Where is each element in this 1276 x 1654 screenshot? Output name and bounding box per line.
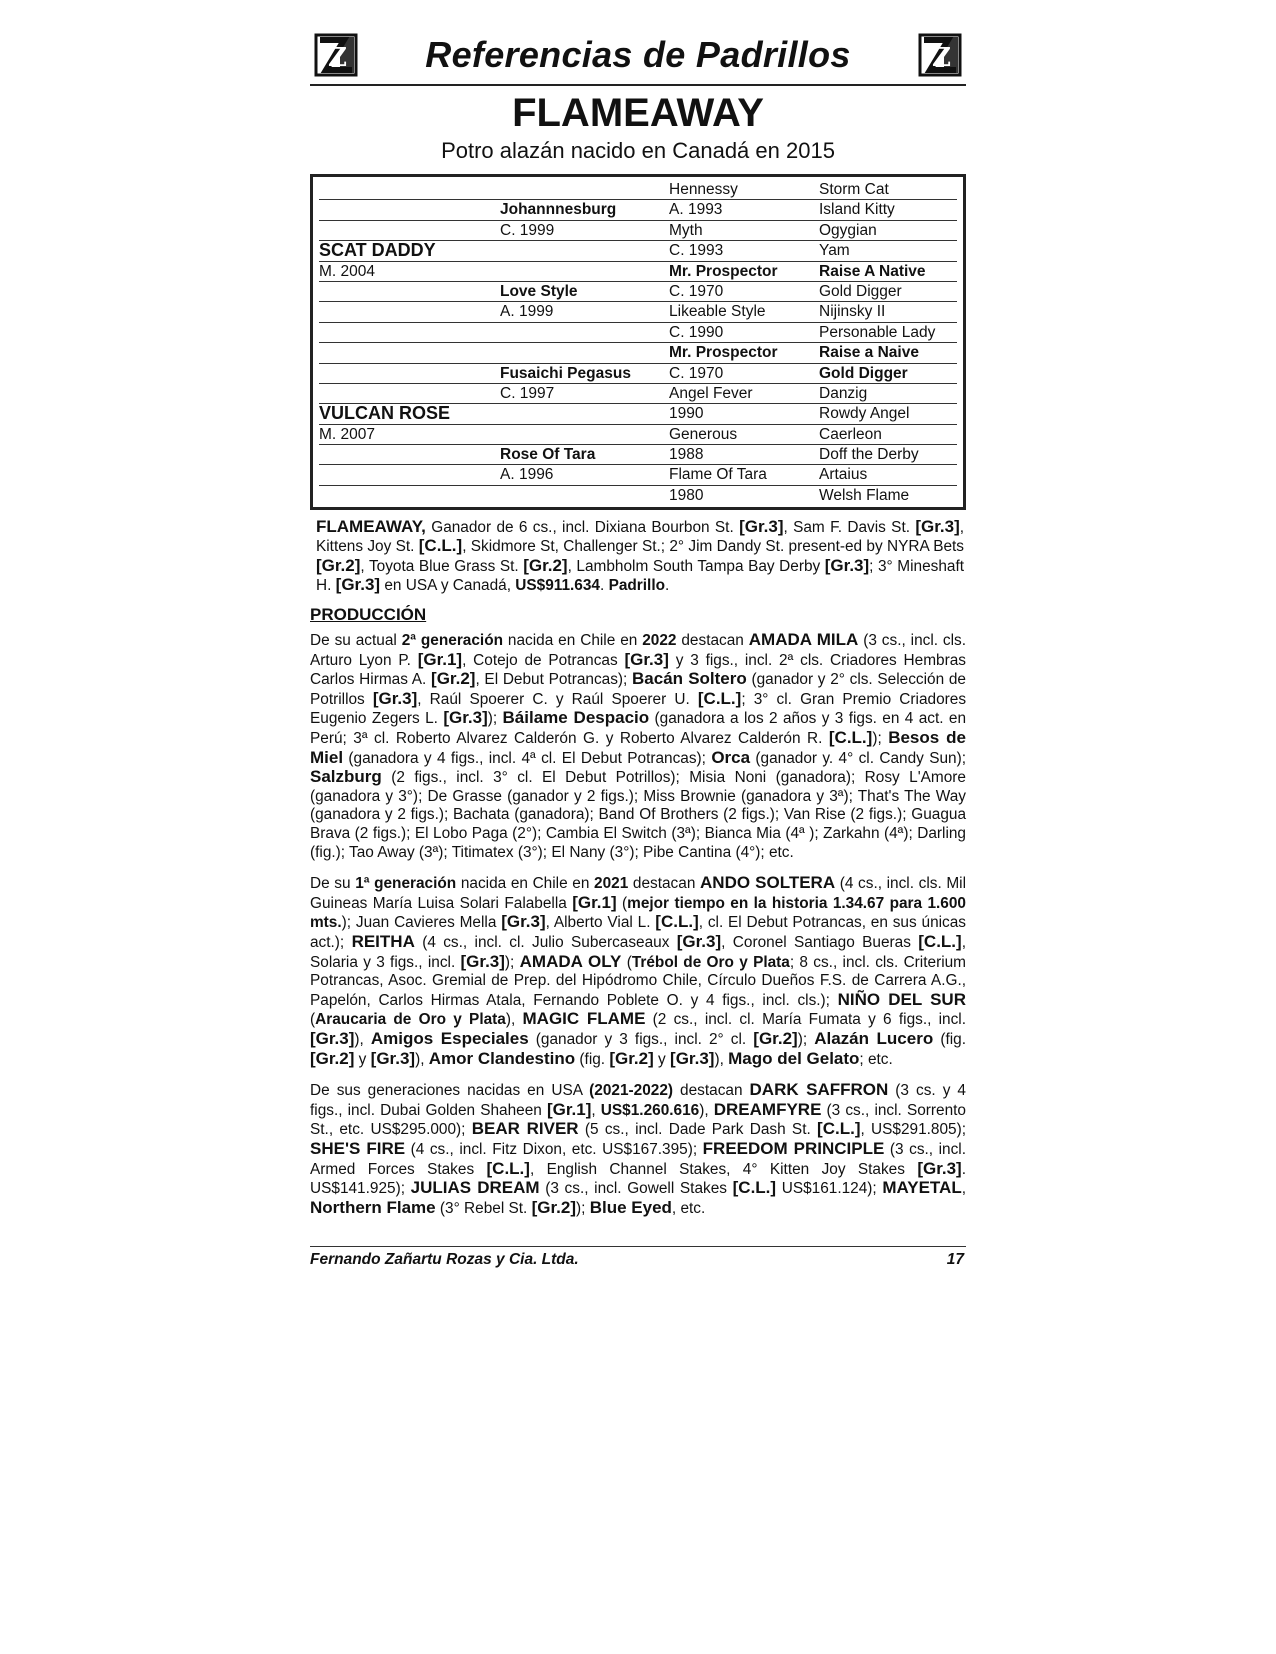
grade-label: [Gr.3] — [370, 1048, 416, 1068]
grade-label: [C.L.] — [486, 1158, 530, 1178]
text-run: (3 cs., incl. cls. Arturo Lyon P. — [310, 632, 967, 669]
pedigree-cell: C. 1970 — [669, 282, 724, 300]
horse-name-ref: Amor Clandestino — [428, 1048, 576, 1068]
pedigree-cell: Rose Of Tara — [500, 446, 596, 464]
text-run: (3 cs., incl. Armed Forces Stakes — [310, 1140, 967, 1178]
pedigree-cell: Love Style — [500, 282, 578, 300]
grade-label: [Gr.3] — [335, 574, 381, 594]
text-run: , — [591, 1101, 601, 1119]
text-run: y 3 figs., incl. 2ª cls. Criadores Hembras Carlos Hirmas A. — [310, 651, 966, 689]
pedigree-cell: Artaius — [819, 466, 868, 484]
pedigree-cell: Myth — [669, 221, 703, 239]
text-run: , Raúl Spoerer C. y Raúl Spoerer U. — [417, 690, 698, 708]
horse-subtitle: Potro alazán nacido en Canadá en 2015 — [441, 138, 835, 163]
text-run: US$911.634 — [515, 576, 600, 594]
text-run: ( — [616, 894, 628, 912]
production-paragraph — [310, 874, 966, 1069]
text-run: Trébol de Oro y Plata — [631, 953, 790, 971]
pedigree-row — [319, 486, 957, 505]
pedigree-cell: C. 1999 — [500, 221, 555, 239]
text-run: (fig. — [933, 1030, 966, 1048]
pedigree-cell: Island Kitty — [819, 201, 895, 219]
pedigree-cell: Welsh Flame — [819, 486, 910, 504]
grade-label: [Gr.3] — [824, 555, 870, 575]
text-run: , El Debut Potrancas); — [475, 671, 633, 689]
pedigree-cell: Doff the Derby — [819, 446, 919, 464]
pedigree-cell: 1988 — [669, 446, 704, 464]
text-run: nacida en Chile en — [456, 875, 595, 893]
text-run: , Kittens Joy St. — [316, 519, 965, 556]
pedigree-cell: SCAT DADDY — [319, 240, 436, 261]
pedigree-cell: Nijinsky II — [819, 303, 886, 321]
pedigree-cell: A. 1993 — [669, 201, 723, 219]
text-run: ); — [487, 710, 503, 728]
production-paragraph — [310, 1081, 966, 1218]
grade-label: [C.L.] — [697, 688, 742, 708]
pedigree-cell: Generous — [669, 425, 738, 443]
text-run: . — [665, 576, 670, 594]
horse-name-ref: DARK SAFFRON — [749, 1080, 889, 1100]
text-run: ; 3° Mineshaft H. — [316, 557, 964, 594]
horse-name-ref: Blue Eyed — [589, 1197, 672, 1217]
pedigree-row — [319, 343, 957, 363]
pedigree-row — [319, 364, 957, 384]
text-run: , Alberto Vial L. — [545, 914, 656, 932]
text-run: (ganador y 3 figs., incl. 2° cl. — [528, 1030, 754, 1048]
grade-label: [Gr.3] — [915, 517, 960, 537]
text-run: De su actual — [310, 632, 402, 650]
text-run: y — [354, 1050, 371, 1068]
horse-name-ref: MAYETAL — [882, 1178, 962, 1198]
production-heading: PRODUCCIÓN — [310, 605, 427, 625]
pedigree-table — [310, 174, 966, 510]
horse-name-ref: Mago del Gelato — [728, 1048, 860, 1068]
logo-icon — [918, 32, 962, 78]
pedigree-row — [319, 445, 957, 465]
text-run: ( — [621, 953, 632, 971]
pedigree-cell: Angel Fever — [669, 384, 753, 402]
horse-name-ref: MAGIC FLAME — [522, 1009, 646, 1029]
pedigree-row — [319, 221, 957, 241]
pedigree-row — [319, 425, 957, 445]
pedigree-row — [319, 465, 957, 485]
text-run: (ganador y 2° cls. Selección de Potrillos — [310, 671, 966, 708]
grade-label: [Gr.2] — [431, 669, 476, 689]
text-run: ); — [504, 953, 520, 971]
text-run: en USA y Canadá, — [380, 576, 516, 594]
horse-name-ref: Báilame Despacio — [502, 708, 650, 728]
pedigree-cell: Rowdy Angel — [819, 405, 910, 423]
horse-name-ref: FLAMEAWAY, — [316, 517, 426, 537]
text-run: (4 cs., incl. cl. Julio Subercaseaux — [414, 933, 677, 951]
pedigree-cell: A. 1996 — [500, 466, 554, 484]
svg-text:Z: Z — [932, 43, 951, 73]
pedigree-cell: Fusaichi Pegasus — [500, 364, 631, 382]
text-run: 2021 — [594, 875, 629, 893]
horse-name-ref: FREEDOM PRINCIPLE — [702, 1138, 885, 1158]
grade-label: [Gr.3] — [624, 649, 669, 669]
text-run: (2021-2022) — [589, 1082, 674, 1100]
pedigree-cell: Hennessy — [669, 181, 738, 198]
text-run: , Solaria y 3 figs., incl. — [310, 933, 966, 971]
grade-label: [Gr.3] — [501, 912, 546, 932]
pedigree-cell: Flame Of Tara — [669, 466, 767, 484]
pedigree-cell: 1980 — [669, 486, 704, 504]
pedigree-cell: Mr. Prospector — [669, 262, 778, 280]
grade-label: [Gr.3] — [676, 931, 722, 951]
pedigree-cell: C. 1970 — [669, 364, 724, 382]
horse-name-ref: AMADA OLY — [519, 951, 622, 971]
text-run: Araucaria de Oro y Plata — [315, 1011, 506, 1029]
horse-name-ref: Salzburg — [310, 767, 382, 787]
grade-label: [Gr.2] — [753, 1028, 798, 1048]
grade-label: [Gr.2] — [531, 1197, 577, 1217]
page-header — [310, 28, 966, 86]
text-run: , Toyota Blue Grass St. — [360, 557, 524, 575]
pedigree-cell: Gold Digger — [819, 364, 908, 382]
text-run: ; 3° cl. Gran Premio Criadores Eugenio Zegers L. — [310, 690, 967, 728]
text-run: De su — [310, 875, 356, 893]
horse-name-ref: NIÑO DEL SUR — [837, 989, 966, 1009]
text-run: , Sam F. Davis St. — [783, 519, 916, 537]
page — [310, 28, 966, 1218]
horse-name-ref: JULIAS DREAM — [410, 1178, 540, 1198]
text-run: US$161.124); — [776, 1180, 883, 1198]
text-run: 2ª generación — [401, 632, 504, 650]
grade-label: [Gr.3] — [372, 688, 418, 708]
text-run: ); — [797, 1030, 815, 1048]
grade-label: [Gr.3] — [739, 517, 784, 537]
grade-label: [Gr.3] — [443, 708, 488, 728]
horse-name-ref: AMADA MILA — [748, 630, 859, 650]
grade-label: [C.L.] — [418, 536, 463, 556]
text-run: . — [600, 576, 609, 594]
pedigree-cell: Likeable Style — [669, 303, 766, 321]
grade-label: [Gr.1] — [417, 649, 463, 669]
pedigree-row — [319, 241, 957, 261]
grade-label: [C.L.] — [918, 931, 962, 951]
pedigree-cell: 1990 — [669, 405, 704, 423]
text-run: De sus generaciones nacidas en USA — [310, 1082, 590, 1100]
pedigree-cell: M. 2007 — [319, 425, 376, 443]
text-run: (3 cs. y 4 figs., incl. Dubai Golden Shaheen — [310, 1082, 966, 1119]
text-run: , cl. El Debut Potrancas, en sus únicas act.); — [310, 914, 966, 951]
text-run: (4 cs., incl. Fitz Dixon, etc. US$167.395); — [405, 1140, 703, 1158]
horse-name: FLAMEAWAY — [512, 91, 764, 135]
text-run: ); — [872, 730, 889, 748]
footer-company: Fernando Zañartu Rozas y Cia. Ltda. — [310, 1251, 579, 1268]
page-number: 17 — [946, 1251, 964, 1268]
pedigree-row — [319, 180, 957, 200]
text-run: destacan — [676, 632, 749, 650]
text-run: ), — [354, 1030, 371, 1048]
horse-name-ref: ANDO SOLTERA — [700, 873, 836, 893]
horse-name-ref: Amigos Especiales — [370, 1028, 529, 1048]
text-run: Ganador de 6 cs., incl. Dixiana Bourbon St. — [425, 519, 740, 537]
grade-label: [Gr.2] — [310, 1048, 355, 1068]
text-run: ), — [699, 1101, 714, 1119]
pedigree-cell: Raise A Native — [819, 262, 926, 280]
text-run: , Lambholm South Tampa Bay Derby — [567, 557, 825, 575]
pedigree-cell: Mr. Prospector — [669, 344, 778, 362]
grade-label: [Gr.2] — [609, 1048, 654, 1068]
text-run: ( — [310, 1011, 316, 1029]
grade-label: [Gr.3] — [460, 951, 505, 971]
pedigree-cell: Personable Lady — [819, 323, 936, 341]
production-paragraph — [310, 631, 966, 862]
text-run: , etc. — [671, 1199, 706, 1217]
pedigree-row — [319, 384, 957, 404]
grade-label: [Gr.3] — [670, 1048, 715, 1068]
text-run: , Skidmore St, Challenger St.; 2° Jim Dandy St. present-ed by NYRA Bets — [462, 538, 964, 556]
pedigree-cell: M. 2004 — [319, 262, 376, 280]
pedigree-cell: C. 1993 — [669, 242, 724, 260]
pedigree-cell: Raise a Naive — [819, 344, 919, 362]
pedigree-row — [319, 282, 957, 302]
production-text — [310, 631, 966, 1218]
text-run: (ganadora a los 2 años y 3 figs. en 4 act. en Perú; 3ª cl. Roberto Alvarez Calderón G. y Roberto Alvarez Calderón R. — [310, 710, 967, 748]
text-run: y — [653, 1050, 671, 1068]
text-run: destacan — [628, 875, 701, 893]
horse-name-ref: Besos de Miel — [310, 728, 966, 767]
grade-label: [C.L.] — [817, 1119, 861, 1139]
text-run: (4 cs., incl. cls. Mil Guineas María Luisa Solari Falabella — [310, 875, 967, 912]
text-run: (ganadora y 4 figs., incl. 4ª cl. El Debut Potrancas); — [343, 749, 712, 767]
pedigree-cell: Storm Cat — [819, 181, 889, 198]
horse-name-ref: Alazán Lucero — [814, 1028, 934, 1048]
text-run: (2 figs., incl. 3° cl. El Debut Potrillos); Misia Noni (ganadora); Rosy L'Amore (ganadora y 3°); De Grasse (ganador y 2 figs.); Miss Brownie (ganadora y 3ª); That's The Way (ganadora y 2 figs.); Bachata (ganadora); Band Of Brothers (2 figs.); Van Rise (2 figs.); Guagua Brava (2 figs.); El Lobo Paga (2°); Cambia El Switch (3ª); Bianca Mia (4ª ); Zarkahn (4ª); Darling (fig.); Tao Away (3ª); Titimatex (3°); El Nany (3°); Pibe Cantina (4°); etc. — [310, 769, 966, 861]
svg-text:Z: Z — [328, 43, 347, 73]
pedigree-cell: Ogygian — [819, 221, 877, 239]
text-run: ); — [576, 1199, 590, 1217]
race-record — [310, 518, 966, 595]
text-run: ), — [505, 1011, 523, 1029]
grade-label: [Gr.3] — [917, 1158, 962, 1178]
pedigree-row — [319, 262, 957, 282]
grade-label: [C.L.] — [655, 912, 699, 932]
text-run: ); Juan Cavieres Mella — [341, 914, 502, 932]
text-run: , US$291.805); — [860, 1121, 967, 1139]
pedigree-cell: Danzig — [819, 384, 868, 402]
pedigree-cell: C. 1997 — [500, 384, 555, 402]
grade-label: [C.L.] — [828, 728, 873, 748]
grade-label: [C.L.] — [732, 1178, 777, 1198]
horse-name-ref: REITHA — [351, 931, 415, 951]
grade-label: [Gr.1] — [572, 892, 617, 912]
text-run: US$1.260.616 — [600, 1101, 700, 1119]
horse-name-ref: DREAMFYRE — [713, 1099, 822, 1119]
text-run: , English Channel Stakes, 4° Kitten Joy Stakes — [529, 1160, 918, 1178]
text-run: 1ª generación — [355, 875, 457, 893]
grade-label: [Gr.1] — [546, 1099, 592, 1119]
pedigree-cell: Johannnesburg — [500, 201, 617, 219]
text-run: , Coronel Santiago Bueras — [721, 933, 919, 951]
text-run: (fig. — [575, 1050, 610, 1068]
horse-name-ref: Orca — [711, 747, 751, 767]
text-run: nacida en Chile en — [503, 632, 643, 650]
grade-label: [Gr.2] — [523, 555, 568, 575]
text-run: ), — [415, 1050, 429, 1068]
text-run: (3° Rebel St. — [435, 1199, 532, 1217]
horse-name-ref: SHE'S FIRE — [310, 1138, 406, 1158]
horse-name-ref: Northern Flame — [310, 1197, 436, 1217]
text-run: ; etc. — [859, 1050, 893, 1068]
text-run: . US$141.925); — [310, 1160, 966, 1198]
pedigree-row — [319, 200, 957, 220]
page-footer — [310, 1246, 966, 1269]
text-run: ; 8 cs., incl. cls. Criterium Potrancas, Asoc. Gremial de Prep. del Hipódromo Chile, Círculo Dueños F.S. de Carrera A.G., Papelón, Carlos Hirmas Atala, Fernando Poblete O. y 4 figs., incl. cls.); — [310, 953, 966, 1009]
text-run: , — [961, 1180, 966, 1198]
text-run: (5 cs., incl. Dade Park Dash St. — [578, 1121, 818, 1139]
pedigree-cell: Gold Digger — [819, 282, 902, 300]
grade-label: [Gr.2] — [316, 555, 361, 575]
text-run: (3 cs., incl. Gowell Stakes — [539, 1180, 733, 1198]
pedigree-cell: VULCAN ROSE — [319, 403, 451, 424]
text-run: (2 cs., incl. cl. María Fumata y 6 figs., incl. — [645, 1011, 966, 1029]
text-run: ), — [714, 1050, 729, 1068]
pedigree-cell: Caerleon — [819, 425, 882, 443]
text-run: 2022 — [642, 632, 677, 650]
pedigree-cell: C. 1990 — [669, 323, 724, 341]
pedigree-cell: Yam — [819, 242, 850, 260]
grade-label: [Gr.3] — [310, 1028, 355, 1048]
text-run: mejor tiempo en la historia 1.34.67 para 1.600 mts. — [310, 894, 966, 932]
pedigree-cell: A. 1999 — [500, 303, 554, 321]
text-run: (3 cs., incl. Sorrento St., etc. US$295.000); — [310, 1101, 966, 1139]
horse-name-ref: BEAR RIVER — [471, 1119, 579, 1139]
text-run: (ganador y. 4° cl. Candy Sun); — [750, 749, 966, 767]
horse-name-ref: Bacán Soltero — [632, 669, 747, 689]
pedigree-row — [319, 323, 957, 343]
pedigree-row — [319, 404, 957, 424]
header-title: Referencias de Padrillos — [425, 34, 851, 75]
text-run: Padrillo — [608, 576, 666, 594]
pedigree-row — [319, 302, 957, 322]
text-run: destacan — [673, 1082, 750, 1100]
text-run: , Cotejo de Potrancas — [462, 651, 625, 669]
